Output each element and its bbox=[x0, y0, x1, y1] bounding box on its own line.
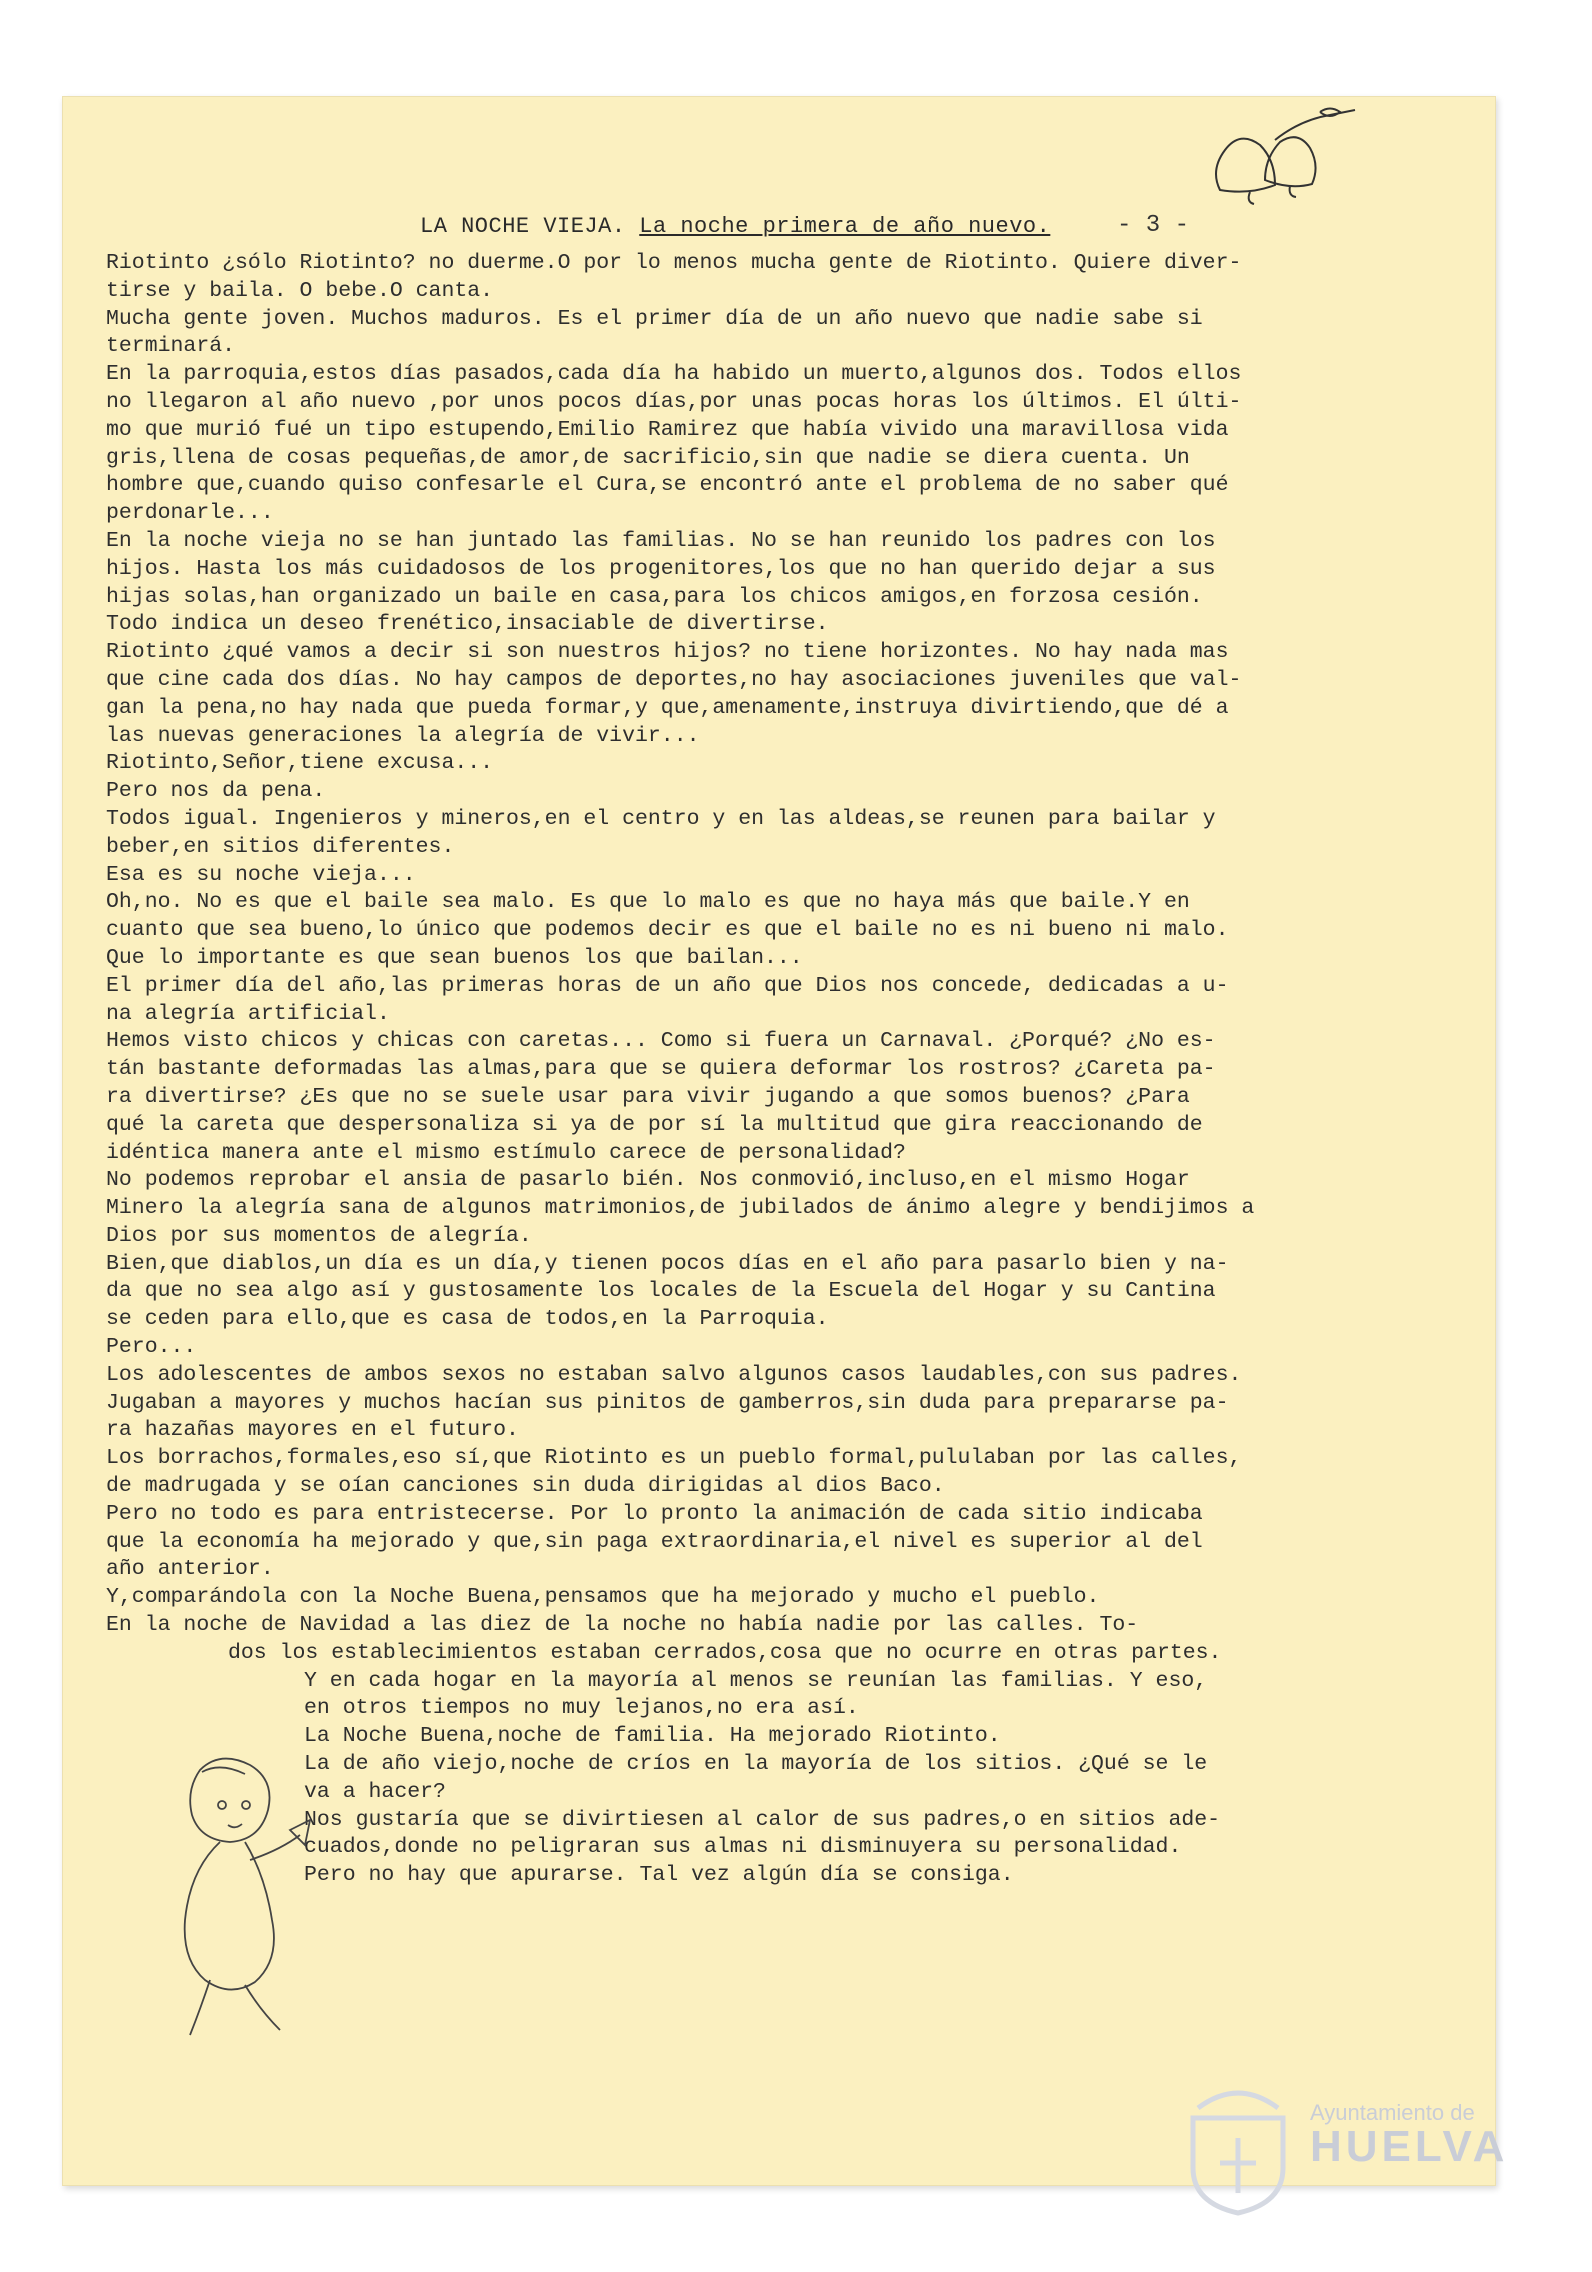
text-line: mo que murió fué un tipo estupendo,Emilio Ramirez que había vivido una maravillosa vida bbox=[106, 417, 1229, 442]
text-line: beber,en sitios diferentes. bbox=[106, 834, 455, 859]
text-line: Pero no todo es para entristecerse. Por lo pronto la animación de cada sitio indicaba bbox=[106, 1501, 1203, 1526]
text-line: Riotinto,Señor,tiene excusa... bbox=[106, 751, 494, 776]
text-line: cuanto que sea bueno,lo único que podemos decir es que el baile no es ni bueno ni malo. bbox=[106, 918, 1229, 943]
title-main: LA NOCHE VIEJA. bbox=[420, 214, 626, 239]
text-line: hijos. Hasta los más cuidadosos de los progenitores,los que no han querido dejar a sus bbox=[106, 556, 1216, 581]
text-line: las nuevas generaciones la alegría de vivir... bbox=[106, 723, 700, 748]
text-line: da que no sea algo así y gustosamente los locales de la Escuela del Hogar y su Cantina bbox=[106, 1279, 1216, 1304]
text-line: Los borrachos,formales,eso sí,que Riotinto es un pueblo formal,pululaban por las calles, bbox=[106, 1446, 1242, 1471]
text-line: gan la pena,no hay nada que pueda formar,y que,amenamente,instruya divirtiendo,que dé a bbox=[106, 695, 1229, 720]
text-line: En la noche de Navidad a las diez de la noche no había nadie por las calles. To- bbox=[106, 1613, 1139, 1638]
text-line: que la economía ha mejorado y que,sin paga extraordinaria,el nivel es superior al del bbox=[106, 1529, 1203, 1554]
text-line: Y,comparándola con la Noche Buena,pensamos que ha mejorado y mucho el pueblo. bbox=[106, 1585, 1100, 1610]
text-line: que cine cada dos días. No hay campos de deportes,no hay asociaciones juveniles que val- bbox=[106, 667, 1242, 692]
bells-sketch-icon bbox=[1180, 100, 1390, 220]
text-line: Riotinto ¿qué vamos a decir si son nuestros hijos? no tiene horizontes. No hay nada mas bbox=[106, 640, 1229, 665]
page-number: - 3 - bbox=[1117, 212, 1190, 239]
text-line: Todos igual. Ingenieros y mineros,en el centro y en las aldeas,se reunen para bailar y bbox=[106, 806, 1216, 831]
text-line: No podemos reprobar el ansia de pasarlo bién. Nos conmovió,incluso,en el mismo Hogar bbox=[106, 1168, 1190, 1193]
text-line: hijas solas,han organizado un baile en casa,para los chicos amigos,en forzosa cesión. bbox=[106, 584, 1203, 609]
text-line: va a hacer? bbox=[304, 1779, 446, 1804]
watermark bbox=[1310, 2100, 1508, 2172]
text-line: gris,llena de cosas pequeñas,de amor,de sacrificio,sin que nadie se diera cuenta. Un bbox=[106, 445, 1190, 470]
text-line: Que lo importante es que sean buenos los que bailan... bbox=[106, 945, 803, 970]
text-line: Pero nos da pena. bbox=[106, 779, 326, 804]
text-line: En la noche vieja no se han juntado las familias. No se han reunido los padres con los bbox=[106, 528, 1216, 553]
text-line: En la parroquia,estos días pasados,cada día ha habido un muerto,algunos dos. Todos ellos bbox=[106, 362, 1242, 387]
text-line: Todo indica un deseo frenético,insaciable de divertirse. bbox=[106, 612, 829, 637]
text-line: hombre que,cuando quiso confesarle el Cura,se encontró ante el problema de no saber qué bbox=[106, 473, 1229, 498]
text-line: Mucha gente joven. Muchos maduros. Es el primer día de un año nuevo que nadie sabe si bbox=[106, 306, 1203, 331]
text-line: no llegaron al año nuevo ,por unos pocos días,por unas pocas horas los últimos. El últi- bbox=[106, 389, 1242, 414]
child-sketch-icon bbox=[150, 1750, 320, 2050]
text-line: Hemos visto chicos y chicas con caretas... Como si fuera un Carnaval. ¿Porqué? ¿No es- bbox=[106, 1029, 1216, 1054]
text-line: Riotinto ¿sólo Riotinto? no duerme.O por lo menos mucha gente de Riotinto. Quiere diver- bbox=[106, 251, 1242, 275]
text-line: idéntica manera ante el mismo estímulo carece de personalidad? bbox=[106, 1140, 906, 1165]
text-line: perdonarle... bbox=[106, 501, 274, 526]
title-subtitle: La noche primera de año nuevo. bbox=[639, 214, 1051, 239]
text-line: ra hazañas mayores en el futuro. bbox=[106, 1418, 519, 1443]
text-line: Esa es su noche vieja... bbox=[106, 862, 416, 887]
text-line: Oh,no. No es que el baile sea malo. Es que lo malo es que no haya más que baile.Y en bbox=[106, 890, 1190, 915]
city-coat-of-arms-icon bbox=[1178, 2068, 1298, 2218]
text-line: qué la careta que despersonaliza si ya de por sí la multitud que gira reaccionando de bbox=[106, 1112, 1203, 1137]
text-line: La de año viejo,noche de críos en la mayoría de los sitios. ¿Qué se le bbox=[304, 1752, 1208, 1777]
text-line: tán bastante deformadas las almas,para que se quiera deformar los rostros? ¿Careta pa- bbox=[106, 1057, 1216, 1082]
text-line: Pero no hay que apurarse. Tal vez algún día se consiga. bbox=[304, 1863, 1014, 1888]
text-line: na alegría artificial. bbox=[106, 1001, 390, 1026]
text-line: ra divertirse? ¿Es que no se suele usar para vivir jugando a que somos buenos? ¿Para bbox=[106, 1084, 1190, 1109]
text-line: Y en cada hogar en la mayoría al menos se reunían las familias. Y eso, bbox=[304, 1668, 1208, 1693]
text-line: Los adolescentes de ambos sexos no estaban salvo algunos casos laudables,con sus padres. bbox=[106, 1362, 1242, 1387]
text-line: de madrugada y se oían canciones sin duda dirigidas al dios Baco. bbox=[106, 1474, 945, 1499]
watermark-line1: Ayuntamiento de bbox=[1310, 2100, 1475, 2125]
text-line: Pero... bbox=[106, 1335, 197, 1360]
text-line: se ceden para ello,que es casa de todos,en la Parroquia. bbox=[106, 1307, 829, 1332]
text-line: tirse y baila. O bebe.O canta. bbox=[106, 278, 494, 303]
text-line: dos los establecimientos estaban cerrados,cosa que no ocurre en otras partes. bbox=[228, 1640, 1222, 1665]
article-title bbox=[420, 214, 1050, 239]
article-body bbox=[106, 250, 1446, 1890]
text-line: cuados,donde no peligraran sus almas ni disminuyera su personalidad. bbox=[304, 1835, 1182, 1860]
text-line: terminará. bbox=[106, 334, 236, 359]
text-line: La Noche Buena,noche de familia. Ha mejorado Riotinto. bbox=[304, 1724, 1001, 1749]
text-line: Dios por sus momentos de alegría. bbox=[106, 1223, 532, 1248]
text-line: Bien,que diablos,un día es un día,y tienen pocos días en el año para pasarlo bien y na- bbox=[106, 1251, 1229, 1276]
text-line: Jugaban a mayores y muchos hacían sus pinitos de gamberros,sin duda para prepararse pa- bbox=[106, 1390, 1229, 1415]
text-line: Nos gustaría que se divirtiesen al calor de sus padres,o en sitios ade- bbox=[304, 1807, 1221, 1832]
text-line: en otros tiempos no muy lejanos,no era así. bbox=[304, 1696, 859, 1721]
text-line: Minero la alegría sana de algunos matrimonios,de jubilados de ánimo alegre y bendijimos a bbox=[106, 1196, 1255, 1221]
text-line: año anterior. bbox=[106, 1557, 274, 1582]
watermark-line2: HUELVA bbox=[1310, 2122, 1509, 2171]
text-line: El primer día del año,las primeras horas de un año que Dios nos concede, dedicadas a u- bbox=[106, 973, 1229, 998]
